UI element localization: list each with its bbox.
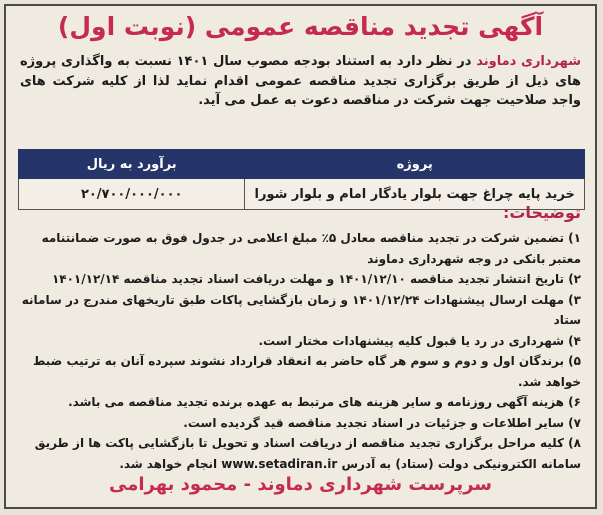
note-item: ۸) کلیه مراحل برگزاری تجدید مناقصه از دریافت اسناد و تحویل تا بازگشایی پاکت ها از طریق سامانه الکترونیکی دولت (ستاد) به آدرس www.setadiran.ir انجام خواهد شد. [34,436,581,471]
estimate-cell: ۲۰/۷۰۰/۰۰۰/۰۰۰ [19,179,245,210]
project-table [18,149,585,210]
notice-title: آگهی تجدید مناقصه عمومی (نوبت اول) [57,12,544,41]
notes-list [20,228,581,474]
note-item: ۲) تاریخ انتشار تجدید مناقصه ۱۴۰۱/۱۲/۱۰ و مهلت دریافت اسناد تجدید مناقصه ۱۴۰۱/۱۲/۱۴ [51,272,581,286]
header-estimate: برآورد به ریال [19,150,245,179]
table-row [19,179,585,210]
note-item: ۷) سایر اطلاعات و جزئیات در اسناد تجدید مناقصه قید گردیده است. [183,415,581,430]
note-item: ۱) تضمین شرکت در تجدید مناقصه معادل ۵٪ مبلغ اعلامی در جدول فوق به صورت ضمانتنامه معتبر بانکی در وجه شهرداری دماوند [41,231,581,266]
note-item: ۵) برندگان اول و دوم و سوم هر گاه حاضر به انعقاد قرارداد نشوند سپرده آنان به ترتیب ضبط خواهد شد. [32,354,581,389]
municipality-name: شهرداری دماوند [476,54,582,69]
note-item: ۴) شهرداری در رد یا قبول کلیه پیشنهادات مختار است. [258,333,581,348]
intro-paragraph [20,52,581,111]
project-name-cell: خرید پایه چراغ جهت بلوار یادگار امام و بلوار شورا [245,179,585,210]
tender-notice [4,4,597,509]
note-item: ۶) هزینه آگهی روزنامه و سایر هزینه های مرتبط به عهده برنده تجدید مناقصه می باشد. [68,395,581,409]
signature-line: سرپرست شهرداری دماوند - محمود بهرامی [108,474,493,495]
header-project: پروژه [245,150,585,179]
intro-text: در نظر دارد به استناد بودجه مصوب سال ۱۴۰۱ نسبت به واگذاری پروژه های ذیل از طریق برگزاری تجدید مناقصه عمومی اقدام نماید لذا از کلیه شرکت های واجد صلاحیت جهت شرکت در مناقصه دعوت به عمل می آید. [20,54,581,108]
notes-title: توضیحات: [502,203,581,222]
note-item: ۳) مهلت ارسال پیشنهادات ۱۴۰۱/۱۲/۲۴ و زمان بازگشایی پاکات طبق تاریخهای مندرج در سامانه ستاد [21,292,581,327]
